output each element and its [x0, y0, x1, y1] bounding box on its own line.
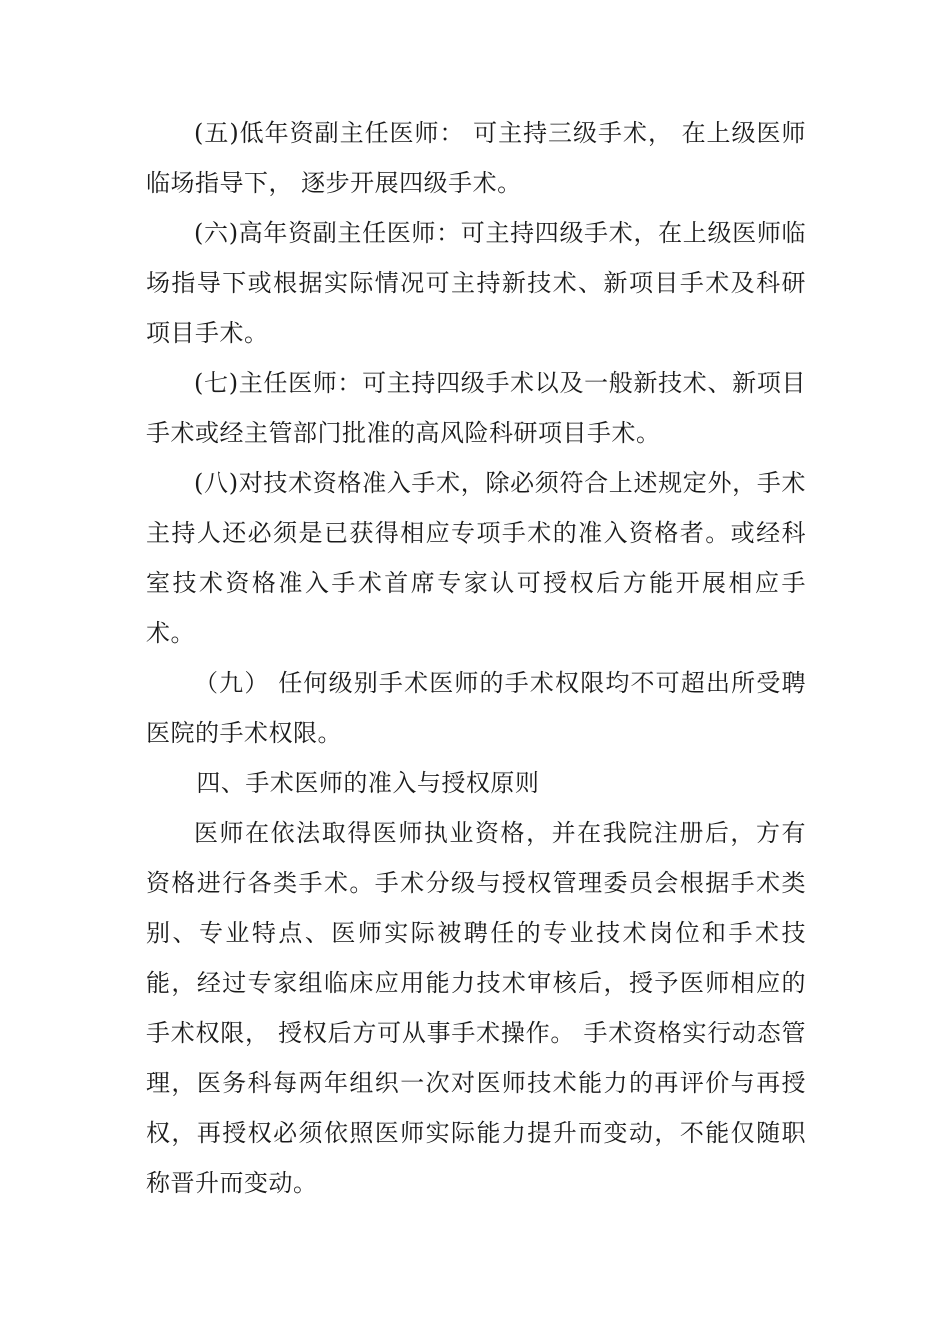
paragraph-item-9: （九） 任何级别手术医师的手术权限均不可超出所受聘医院的手术权限。: [146, 669, 806, 747]
section-body: 医师在依法取得医师执业资格，并在我院注册后，方有资格进行各类手术。手术分级与授权管理委员会根据手术类别、专业特点、医师实际被聘任的专业技术岗位和手术技能，经过专家组临床应用能力技术审核后，授予医师相应的手术权限， 授权后方可从事手术操作。 手术资格实行动态管理，医务科每两年组织一次对医师技术能力的再评价与再授权，再授权必须依照医师实际能力提升而变动，不能仅随职称晋升而变动。: [146, 819, 806, 1197]
paragraph-item-5: (五)低年资副主任医师： 可主持三级手术， 在上级医师临场指导下， 逐步开展四级手术。: [146, 119, 806, 197]
paragraph-item-8: (八)对技术资格准入手术，除必须符合上述规定外，手术主持人还必须是已获得相应专项手术的准入资格者。或经科室技术资格准入手术首席专家认可授权后方能开展相应手术。: [146, 469, 806, 647]
paragraph-item-6: (六)高年资副主任医师：可主持四级手术，在上级医师临场指导下或根据实际情况可主持新技术、新项目手术及科研项目手术。: [146, 219, 806, 347]
paragraph-item-7: (七)主任医师：可主持四级手术以及一般新技术、新项目手术或经主管部门批准的高风险科研项目手术。: [146, 369, 806, 447]
section-heading: 四、手术医师的准入与授权原则: [196, 769, 540, 797]
document-page: [146, 108, 806, 1208]
